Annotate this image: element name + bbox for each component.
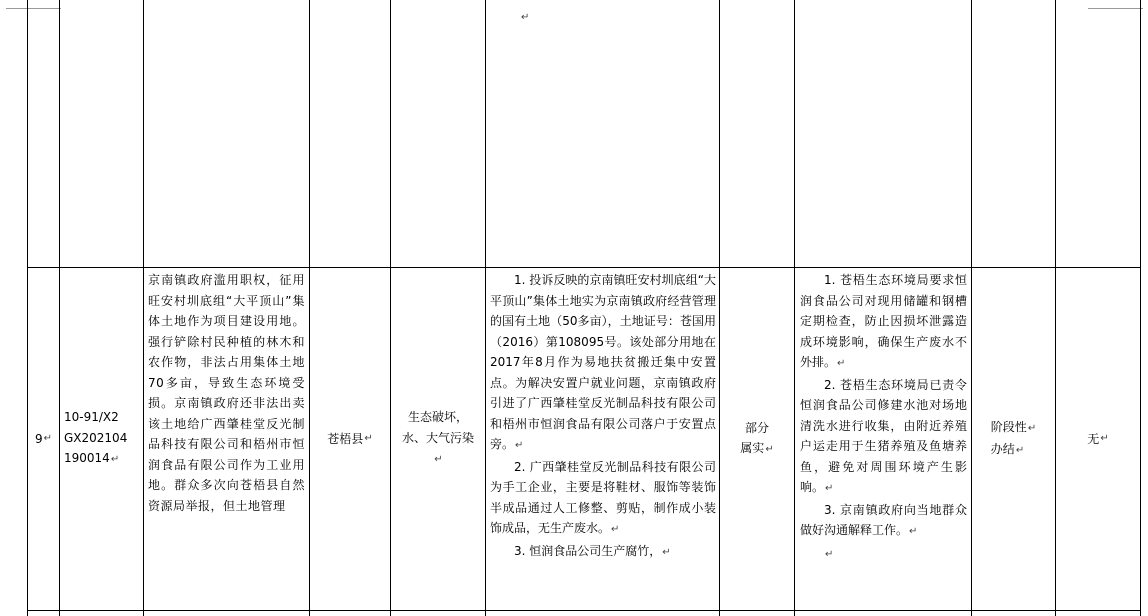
- handling-text: 1. 苍梧生态环境局要求恒润食品公司对现用储罐和钢槽定期检查，防止因损坏泄露造成环境影响，确保生产废水不外排。: [800, 273, 967, 369]
- handling-paragraph: [800, 500, 967, 543]
- investigation-text: 1. 投诉反映的京南镇旺安村圳底组“大平顶山”集体土地实为京南镇政府经营管理的国有土地（50多亩），土地证号：苍国用（2016）第108095号。该处部分用地在2017年8月作为易地扶贫搬迁集中安置点。为解决安置户就业问题，京南镇政府引进了广西肇桂堂反光制品科技有限公司和梧州市恒润食品有限公司落户于安置点旁。: [490, 273, 716, 451]
- top-row-investigation-cell: [520, 6, 560, 26]
- page-corner-mark-left: [6, 0, 61, 9]
- case-id: [64, 407, 127, 471]
- paragraph-mark: ↵: [1015, 445, 1025, 456]
- paragraph-mark: ↵: [662, 546, 671, 558]
- paragraph-mark: ↵: [110, 454, 120, 466]
- handling-paragraph-empty: [800, 543, 967, 566]
- row-divider-bottom: [27, 610, 1141, 611]
- county: 苍梧县: [327, 431, 364, 446]
- paragraph-mark: ↵: [909, 526, 918, 537]
- row-number-cell: [28, 268, 59, 610]
- county-cell: [310, 268, 390, 610]
- accountability: 无: [1087, 431, 1100, 446]
- investigation-paragraph: [490, 270, 716, 457]
- paragraph-mark: ↵: [837, 358, 846, 369]
- progress-cell: [972, 268, 1055, 610]
- category-text: 生态破坏，水、大气污染: [401, 410, 474, 445]
- progress-line: 阶段性: [990, 419, 1027, 434]
- handling-cell: [800, 270, 967, 610]
- paragraph-mark: ↵: [825, 548, 834, 560]
- progress-line: 办结: [990, 442, 1015, 456]
- paragraph-mark: ↵: [611, 524, 620, 535]
- complaint-cell: [148, 270, 305, 610]
- verdict: [740, 418, 773, 461]
- case-id-line: GX202104: [64, 430, 128, 445]
- verdict-line: 部分: [744, 420, 769, 435]
- handling-paragraph: [800, 375, 967, 500]
- handling-text: 2. 苍梧生态环境局已责令恒润食品公司修建水池对场地清洗水进行收集，由附近养殖户运走用于生猪养殖及鱼塘养鱼，避免对周围环境产生影响。: [800, 377, 967, 494]
- paragraph-mark: ↵: [765, 444, 774, 455]
- category-cell: [391, 268, 485, 610]
- paragraph-mark: ↵: [1027, 422, 1037, 434]
- verdict-cell: [720, 268, 794, 610]
- paragraph-mark: ↵: [521, 12, 530, 23]
- verdict-line: 属实: [740, 441, 765, 455]
- investigation-paragraph: [490, 457, 716, 541]
- accountability-cell: [1056, 268, 1140, 610]
- progress: [991, 417, 1036, 462]
- handling-paragraph: [800, 270, 967, 375]
- table-border-right: [1140, 0, 1141, 616]
- table-border: [485, 0, 486, 616]
- table-border: [794, 0, 795, 616]
- complaint-text: 京南镇政府滥用职权，征用旺安村圳底组“大平顶山”集体土地作为项目建设用地。强行铲除村民种植的林木和农作物，非法占用集体土地70多亩，导致生态环境受损。京南镇政府还非法出卖该土地给广西肇桂堂反光制品科技有限公司和梧州市恒润食品有限公司作为工业用地。群众多次向苍梧县自然资源局举报，但土地管理: [148, 273, 305, 513]
- case-id-line: 10-91/X2: [64, 410, 119, 425]
- row-number: 9: [34, 431, 43, 446]
- paragraph-mark: ↵: [434, 454, 443, 466]
- page-corner-mark-right: [1088, 0, 1143, 9]
- paragraph-mark: ↵: [1100, 432, 1109, 444]
- paragraph-mark: ↵: [515, 440, 524, 451]
- handling-text: 3. 京南镇政府向当地群众做好沟通解释工作。: [800, 502, 967, 537]
- table-border: [143, 0, 144, 616]
- paragraph-mark: ↵: [364, 432, 373, 444]
- investigation-text: 2. 广西肇桂堂反光制品科技有限公司为手工企业，主要是将鞋材、服饰等装饰半成品通过人工修整、剪贴，制作成小装饰成品，无生产废水。: [490, 459, 716, 535]
- investigation-paragraph: [490, 541, 716, 564]
- investigation-text: 3. 恒润食品公司生产腐竹，: [514, 543, 662, 558]
- case-id-line: 190014: [64, 451, 110, 466]
- category: [401, 407, 475, 471]
- case-id-cell: [60, 268, 143, 610]
- investigation-cell: [490, 270, 716, 610]
- paragraph-mark: ↵: [825, 483, 834, 494]
- paragraph-mark: ↵: [43, 432, 53, 444]
